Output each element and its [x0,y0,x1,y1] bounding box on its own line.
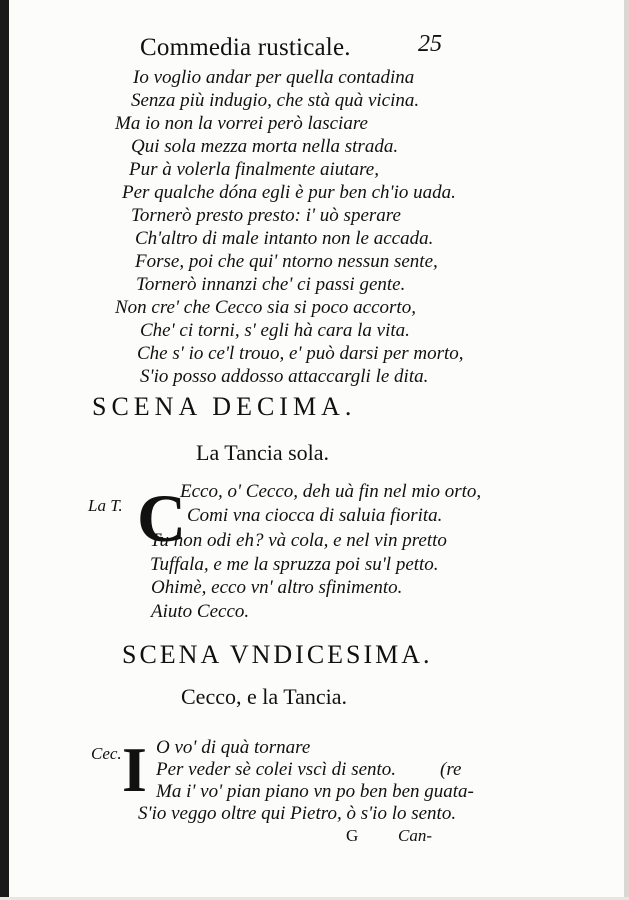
verse-line: Qui sola mezza morta nella strada. [131,136,399,157]
drop-cap: I [122,734,147,805]
verse-line: Tuffala, e me la spruzza poi su'l petto. [150,554,439,575]
verse-line: Ma i' vo' pian piano vn po ben ben guata- [156,781,474,802]
speaker-label: La T. [88,496,123,515]
verse-line: Comi vna ciocca di saluia fiorita. [187,505,443,526]
verse-turnover: (re [440,759,462,780]
page-edge [624,0,629,900]
page-binding-shadow [0,0,9,900]
verse-line: Tu non odi eh? và cola, e nel vin pretto [150,530,447,551]
verse-line: S'io posso addosso attaccargli le dita. [140,366,429,387]
verse-line: S'io veggo oltre qui Pietro, ò s'io lo sento. [138,803,457,824]
verse-line: O vo' di quà tornare [156,737,311,758]
verse-line: Non cre' che Cecco sia si poco accorto, [115,297,416,318]
scene-title: SCENA DECIMA. [92,392,357,421]
verse-line: Aiuto Cecco. [151,601,250,622]
verse-line: Ohimè, ecco vn' altro sfinimento. [151,577,403,598]
signature-mark: G [346,826,359,845]
running-title: Commedia rusticale. [140,34,351,61]
verse-line: Tornerò innanzi che' ci passi gente. [136,274,406,295]
catchword: Can- [398,826,432,845]
verse-line: Che s' io ce'l trouo, e' può darsi per morto, [137,343,464,364]
drop-cap: C [137,480,187,556]
scene-cast: La Tancia sola. [196,440,330,465]
verse-line: Che' ci torni, s' egli hà cara la vita. [140,320,410,341]
page-number: 25 [418,31,442,57]
scene-title: SCENA VNDICESIMA. [122,640,433,669]
verse-line: Ma io non la vorrei però lasciare [115,113,368,134]
verse-line: Ecco, o' Cecco, deh uà fin nel mio orto, [180,481,482,502]
verse-line: Senza più indugio, che stà quà vicina. [131,90,420,111]
verse-line: Tornerò presto presto: i' uò sperare [131,205,401,226]
page-header [140,31,470,66]
verse-line: Per qualche dóna egli è pur ben ch'io uada. [122,182,456,203]
scene-cast: Cecco, e la Tancia. [181,684,348,709]
verse-line: Forse, poi che qui' ntorno nessun sente, [135,251,438,272]
verse-line: Pur à volerla finalmente aiutare, [129,159,379,180]
verse-line: Per veder sè colei vscì di sento. [156,759,397,780]
verse-line: Ch'altro di male intanto non le accada. [135,228,434,249]
speaker-label: Cec. [91,744,122,763]
verse-line: Io voglio andar per quella contadina [133,67,415,88]
